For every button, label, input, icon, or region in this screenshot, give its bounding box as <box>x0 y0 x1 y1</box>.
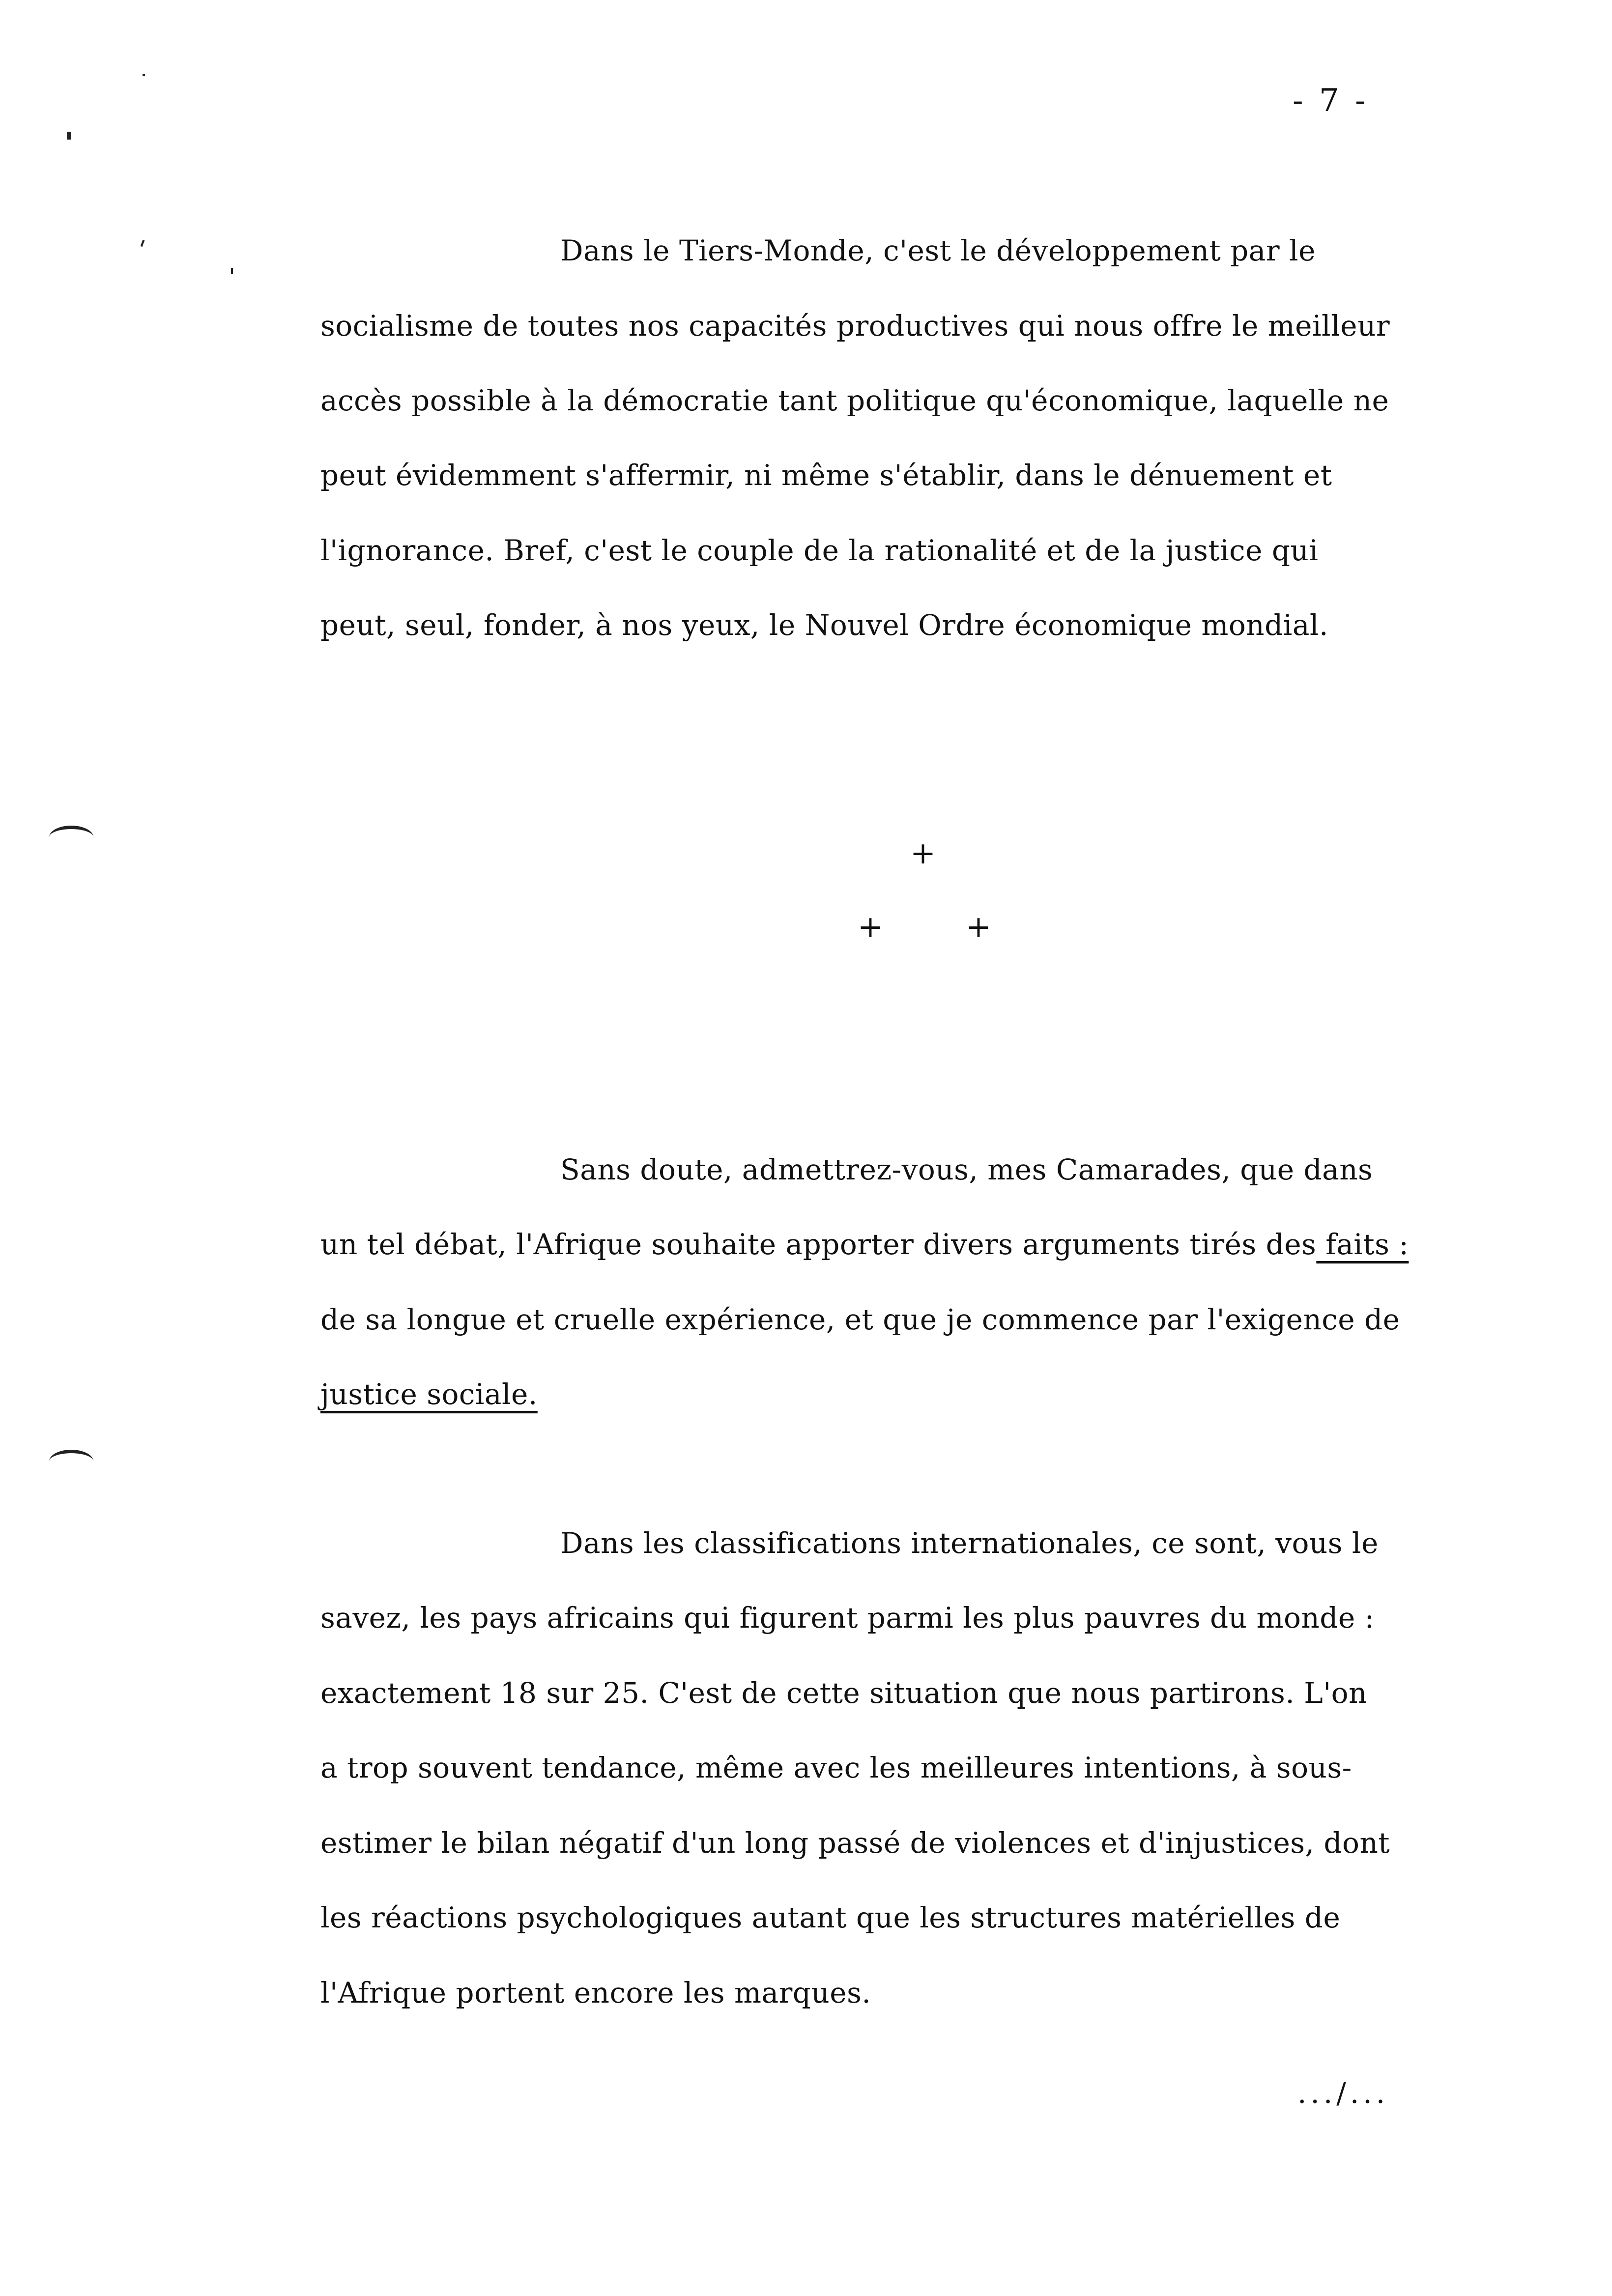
text-line: exactement 18 sur 25. C'est de cette situation que nous partirons. L'on <box>320 1676 1367 1710</box>
page-number: - 7 - <box>1293 83 1369 119</box>
separator-cross: + <box>858 909 883 945</box>
separator-cross: + <box>966 909 991 945</box>
text-line: estimer le bilan négatif d'un long passé de violences et d'injustices, dont <box>320 1826 1390 1860</box>
text-line: Dans les classifications internationales, ce sont, vous le <box>560 1526 1379 1560</box>
text-line: les réactions psychologiques autant que les structures matérielles de <box>320 1901 1341 1934</box>
text-line <box>320 1377 538 1411</box>
text-line: l'ignorance. Bref, c'est le couple de la rationalité et de la justice qui <box>320 534 1319 567</box>
punch-hole-mark <box>49 826 93 849</box>
text-line: savez, les pays africains qui figurent parmi les plus pauvres du monde : <box>320 1601 1375 1635</box>
punch-hole-mark <box>49 1450 93 1473</box>
text-line: peut, seul, fonder, à nos yeux, le Nouvel Ordre économique mondial. <box>320 608 1328 642</box>
scan-speck <box>141 240 145 247</box>
underlined-text: faits : <box>1316 1228 1409 1261</box>
text-line: de sa longue et cruelle expérience, et que je commence par l'exigence de <box>320 1303 1400 1336</box>
text-line: a trop souvent tendance, même avec les meilleures intentions, à sous- <box>320 1751 1352 1784</box>
text-line: l'Afrique portent encore les marques. <box>320 1976 871 2009</box>
separator-cross: + <box>910 835 936 871</box>
text-span: un tel débat, l'Afrique souhaite apporter divers arguments tirés des <box>320 1228 1317 1261</box>
text-line: Sans doute, admettrez-vous, mes Camarades, que dans <box>560 1153 1373 1186</box>
underlined-text: justice sociale. <box>320 1378 538 1411</box>
scan-speck <box>143 74 145 76</box>
text-line: peut évidemment s'affermir, ni même s'établir, dans le dénuement et <box>320 459 1332 492</box>
scan-speck <box>231 268 233 274</box>
text-line: Dans le Tiers-Monde, c'est le développement par le <box>560 234 1316 267</box>
text-line: socialisme de toutes nos capacités productives qui nous offre le meilleur <box>320 309 1390 343</box>
continuation-marker: .../... <box>1297 2076 1389 2110</box>
scan-speck <box>67 132 71 140</box>
text-line <box>320 1227 1409 1262</box>
text-line: accès possible à la démocratie tant politique qu'économique, laquelle ne <box>320 384 1389 417</box>
